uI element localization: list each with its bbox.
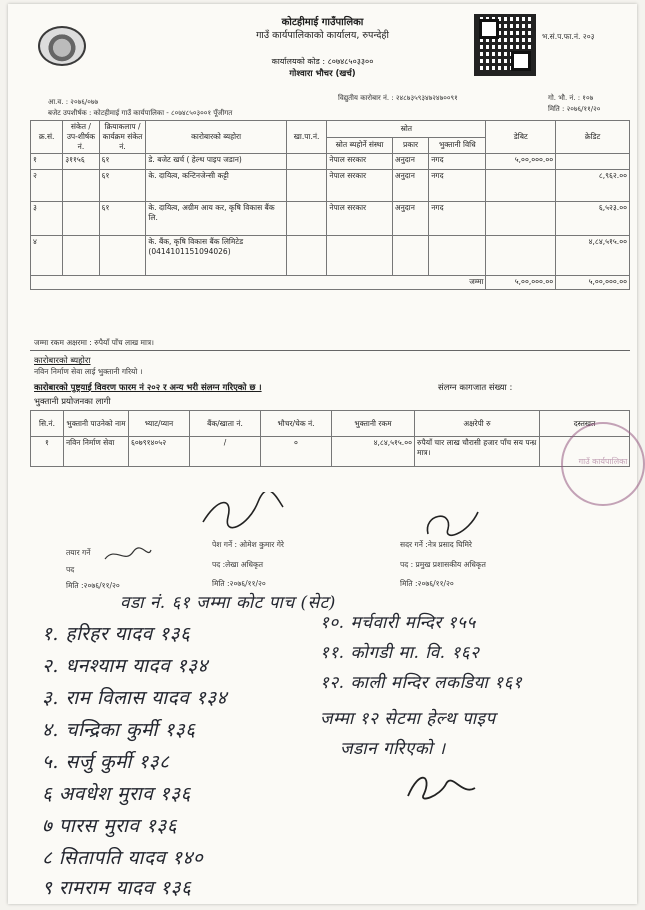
pay-cheque: ०	[261, 437, 332, 467]
row-method: नगद	[429, 202, 486, 236]
row-debit	[486, 202, 556, 236]
stamp-text: गाउँ कार्यपालिका	[578, 457, 628, 466]
submitted-by: पेश गर्ने : ओमेश कुमार गेरे	[212, 540, 284, 549]
submitted-date: मिति :२०७६/११/२०	[212, 579, 266, 588]
handwritten-item: ३. राम विलास यादव १३४	[42, 687, 227, 709]
handwritten-item: ७ पारस मुराव १३६	[42, 815, 178, 837]
row-org: नेपाल सरकार	[327, 170, 393, 202]
narration-label: कारोबारको ब्यहोरा	[34, 356, 91, 366]
row-type: अनुदान	[392, 154, 428, 170]
handwritten-item: ४. चन्द्रिका कुर्मी १३६	[42, 719, 196, 741]
row-ledger	[286, 154, 327, 170]
row-code: ३११५६	[63, 154, 99, 170]
row-ledger	[286, 202, 327, 236]
col-debit: डेबिट	[486, 121, 556, 154]
total-label: जम्मा	[31, 276, 486, 290]
pay-words: रुपैयाँ चार लाख चौरासी हजार पाँच सय पन्ध्र मात्र।	[415, 437, 540, 467]
handwritten-signature-icon	[400, 766, 480, 806]
pay-col-pan: भ्याट/प्यान	[129, 411, 190, 437]
handwritten-item: २. धनश्याम यादव १३४	[42, 655, 208, 677]
row-code	[63, 236, 99, 276]
qr-code-icon	[474, 14, 536, 76]
col-type: प्रकार	[392, 137, 428, 154]
row-org: नेपाल सरकार	[327, 202, 393, 236]
payment-table	[30, 410, 630, 467]
col-credit: क्रेडिट	[556, 121, 630, 154]
handwritten-item: ९ रामराम यादव १३६	[42, 877, 192, 899]
office-name: कोटहीमाई गाउँपालिका	[281, 17, 364, 28]
row-method: नगद	[429, 170, 486, 202]
approved-by: सदर गर्ने :नेत्र प्रसाद घिमिरे	[400, 540, 473, 549]
prepared-by: तयार गर्ने	[66, 548, 91, 557]
total-debit: ५,००,०००.००	[486, 276, 556, 290]
handwritten-heading: वडा नं. ६१ जम्मा कोट पाच (सेट)	[120, 593, 336, 613]
row-credit: ४,८४,५१५.००	[556, 236, 630, 276]
row-activity: ६१	[99, 170, 146, 202]
pay-account: /	[190, 437, 261, 467]
row-credit: ८,९६२.००	[556, 170, 630, 202]
pay-col-cheque: भौचर/चेक नं.	[261, 411, 332, 437]
col-source-org: स्रोत ब्यहोर्ने संस्था	[327, 137, 393, 154]
col-description: कारोबारको ब्यहोरा	[146, 121, 286, 154]
row-sn: ४	[31, 236, 63, 276]
row-code	[63, 170, 99, 202]
col-payment-method: भुक्तानी विधि	[429, 137, 486, 154]
row-ledger	[286, 236, 327, 276]
fiscal-year: आ.व. : २०७६/०७७	[48, 98, 99, 106]
row-method: नगद	[429, 154, 486, 170]
col-code: संकेत / उप-शीर्षक नं.	[63, 121, 99, 154]
total-credit: ५,००,०००.००	[556, 276, 630, 290]
row-sn: २	[31, 170, 63, 202]
row-type: अनुदान	[392, 170, 428, 202]
handwritten-note: जडान गरिएको ।	[340, 739, 446, 759]
handwritten-item: ११. कोगडी मा. वि. १६२	[320, 643, 480, 663]
pay-col-sn: सि.नं.	[31, 411, 64, 437]
row-sn: १	[31, 154, 63, 170]
pay-sn: १	[31, 437, 64, 467]
col-source-group: स्रोत	[327, 121, 486, 138]
voucher-number: गो. भौ. नं. : १०७	[548, 94, 594, 102]
table-row	[31, 154, 630, 170]
narration-text: नविन निर्माण सेवा लाई भुक्तानी गरियो ।	[34, 367, 143, 376]
table-row	[31, 202, 630, 236]
office-subtitle: गाउँ कार्यपालिकाको कार्यालय, रुपन्देही	[256, 30, 389, 41]
signature-approver-icon	[418, 504, 488, 544]
row-activity	[99, 236, 146, 276]
row-org: नेपाल सरकार	[327, 154, 393, 170]
pay-pan: ६०७९१४०५२	[129, 437, 190, 467]
office-stamp	[561, 422, 645, 506]
pay-amount: ४,८४,५१५.००	[332, 437, 415, 467]
prepared-post: पद	[66, 565, 75, 574]
voucher-date: मिति : २०७६/११/२०	[548, 105, 601, 113]
pay-col-amount: भुक्तानी रकम	[332, 411, 415, 437]
col-activity: क्रियाकलाप / कार्यक्रम संकेत नं.	[99, 121, 146, 154]
row-sn: ३	[31, 202, 63, 236]
row-activity: ६१	[99, 202, 146, 236]
handwritten-item: १२. काली मन्दिर लकडिया १६१	[320, 673, 523, 693]
row-credit: ६,५२३.००	[556, 202, 630, 236]
voucher-entries-table	[30, 120, 630, 290]
row-credit	[556, 154, 630, 170]
budget-line: बजेट उपशीर्षक : कोटहीमाई गाउँ कार्यपालिका - ८०७४८५०३००१ पूँजीगत	[48, 109, 233, 117]
table-row	[31, 170, 630, 202]
row-debit	[486, 170, 556, 202]
handwritten-note: जम्मा १२ सेटमा हेल्थ पाइप	[320, 709, 496, 729]
row-description: डे. बजेट खर्च ( हेल्थ पाइप जडान)	[146, 154, 286, 170]
form-number: भ.सं.प.फा.नं. २०३	[542, 32, 595, 41]
row-method	[429, 236, 486, 276]
row-description: के. दायित्व, कन्टिनजेन्सी कट्टी	[146, 170, 286, 202]
table-row	[31, 236, 630, 276]
office-code: कार्यालयको कोड : ८०७४८५०३३००	[271, 57, 374, 66]
approved-post: पद : प्रमुख प्रशासकीय अधिकृत	[400, 560, 486, 569]
row-description: के. बैंक, कृषि विकास बैंक लिमिटेड (0414101151094026)	[146, 236, 286, 276]
row-activity: ६१	[99, 154, 146, 170]
attachment-note: कारोबारको पुष्ट्याई विवरण फारम नं २०२ र अन्य भरी संलग्न गरिएको छ ।	[34, 383, 262, 393]
transaction-number: विद्युतीय कारोबार नं. : २४८७३५९३४७२४७००९१	[338, 94, 458, 102]
payment-section-label: भुक्तानी प्रयोजनका लागी	[34, 397, 111, 407]
pay-col-words: अक्षरेपी रु	[415, 411, 540, 437]
pay-col-sign: दस्तखत	[540, 411, 630, 437]
row-debit	[486, 236, 556, 276]
attachment-count: संलग्न कागजात संख्या :	[438, 383, 513, 393]
handwritten-item: १०. मर्चवारी मन्दिर १५५	[320, 613, 476, 633]
row-type: अनुदान	[392, 202, 428, 236]
row-org	[327, 236, 393, 276]
row-code	[63, 202, 99, 236]
divider	[30, 350, 630, 351]
voucher-title: गोश्वारा भौचर (खर्च)	[289, 69, 356, 79]
total-row	[31, 276, 630, 290]
pay-col-account: बैंक/खाता नं.	[190, 411, 261, 437]
signature-submitter-icon	[198, 492, 288, 532]
handwritten-item: ५. सर्जु कुर्मी १३८	[42, 751, 170, 773]
col-ledger: खा.पा.नं.	[286, 121, 327, 154]
col-sn: क्र.सं.	[31, 121, 63, 154]
pay-col-name: भुक्तानी पाउनेको नाम	[64, 411, 129, 437]
handwritten-item: ८ सितापति यादव १४०	[42, 847, 204, 869]
row-debit: ५,००,०००.००	[486, 154, 556, 170]
approved-date: मिति :२०७६/११/२०	[400, 579, 454, 588]
pay-name: नविन निर्माण सेवा	[64, 437, 129, 467]
row-ledger	[286, 170, 327, 202]
signature-preparer-icon	[103, 544, 153, 566]
voucher-document	[8, 4, 637, 904]
prepared-date: मिति :२०७६/११/२०	[66, 581, 120, 590]
row-description: के. दायित्व, अग्रीम आय कर, कृषि विकास बैंक लि.	[146, 202, 286, 236]
row-type	[392, 236, 428, 276]
handwritten-item: १. हरिहर यादव १३६	[42, 623, 191, 645]
submitted-post: पद :लेखा अधिकृत	[212, 560, 264, 569]
table-row	[31, 437, 630, 467]
handwritten-item: ६ अवधेश मुराव १३६	[42, 783, 191, 805]
amount-in-words: जम्मा रकम अक्षरमा : रुपैयाँ पाँच लाख मात्र।	[34, 338, 154, 347]
